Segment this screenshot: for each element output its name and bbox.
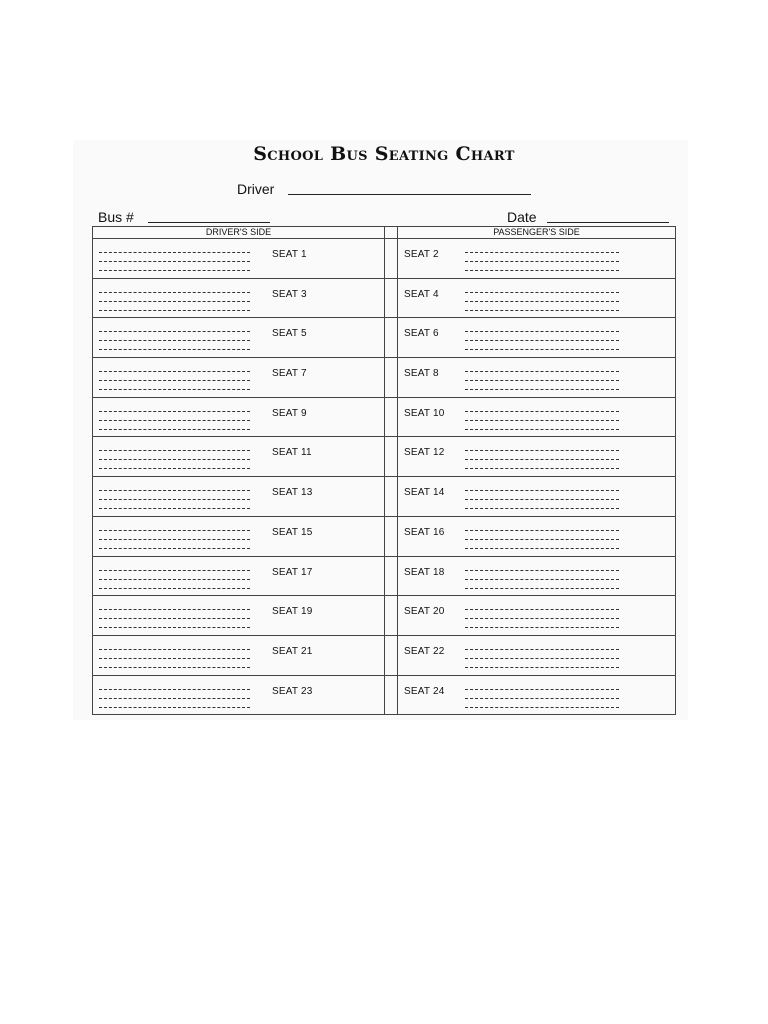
seat-row bbox=[93, 318, 676, 358]
name-line[interactable] bbox=[465, 499, 619, 500]
name-line[interactable] bbox=[465, 667, 619, 668]
name-line[interactable] bbox=[99, 609, 250, 610]
name-line[interactable] bbox=[465, 658, 619, 659]
name-line[interactable] bbox=[465, 292, 619, 293]
name-line[interactable] bbox=[465, 340, 619, 341]
name-line[interactable] bbox=[465, 548, 619, 549]
seat-label: SEAT 24 bbox=[404, 685, 445, 697]
seat-label: SEAT 20 bbox=[404, 606, 445, 618]
name-line[interactable] bbox=[99, 649, 250, 650]
aisle-cell bbox=[385, 516, 398, 556]
name-line[interactable] bbox=[465, 459, 619, 460]
name-line[interactable] bbox=[99, 252, 250, 253]
seat-label: SEAT 8 bbox=[404, 368, 439, 380]
name-line[interactable] bbox=[99, 707, 250, 708]
name-line[interactable] bbox=[465, 698, 619, 699]
name-line[interactable] bbox=[99, 270, 250, 271]
name-line[interactable] bbox=[99, 468, 250, 469]
name-line[interactable] bbox=[465, 389, 619, 390]
drivers-side-seat-cell bbox=[93, 437, 385, 477]
seat-label: SEAT 9 bbox=[272, 407, 307, 419]
name-line[interactable] bbox=[465, 539, 619, 540]
name-line[interactable] bbox=[465, 380, 619, 381]
seat-row bbox=[93, 437, 676, 477]
name-line[interactable] bbox=[99, 570, 250, 571]
seat-label: SEAT 17 bbox=[272, 566, 313, 578]
passengers-side-seat-cell bbox=[398, 437, 676, 477]
seat-label: SEAT 3 bbox=[272, 288, 307, 300]
seat-label: SEAT 12 bbox=[404, 447, 445, 459]
seat-label: SEAT 19 bbox=[272, 606, 313, 618]
name-line[interactable] bbox=[465, 468, 619, 469]
drivers-side-seat-cell bbox=[93, 477, 385, 517]
drivers-side-seat-cell bbox=[93, 318, 385, 358]
seating-table bbox=[92, 226, 676, 715]
name-line[interactable] bbox=[465, 649, 619, 650]
page-title: School Bus Seating Chart bbox=[253, 143, 515, 165]
name-line[interactable] bbox=[465, 301, 619, 302]
drivers-side-seat-cell bbox=[93, 516, 385, 556]
seat-row bbox=[93, 635, 676, 675]
name-line[interactable] bbox=[99, 459, 250, 460]
aisle-cell bbox=[385, 239, 398, 279]
seat-label: SEAT 5 bbox=[272, 328, 307, 340]
name-line[interactable] bbox=[99, 499, 250, 500]
aisle-header bbox=[385, 227, 398, 239]
seat-label: SEAT 13 bbox=[272, 487, 313, 499]
passengers-side-header: PASSENGER'S SIDE bbox=[398, 227, 676, 239]
name-line[interactable] bbox=[99, 389, 250, 390]
aisle-cell bbox=[385, 397, 398, 437]
name-line[interactable] bbox=[99, 658, 250, 659]
aisle-cell bbox=[385, 278, 398, 318]
name-line[interactable] bbox=[99, 429, 250, 430]
table-header-row bbox=[93, 227, 676, 239]
name-line[interactable] bbox=[99, 490, 250, 491]
seat-row bbox=[93, 516, 676, 556]
name-line[interactable] bbox=[465, 331, 619, 332]
seat-label: SEAT 10 bbox=[404, 407, 445, 419]
seat-label: SEAT 6 bbox=[404, 328, 439, 340]
bus-number-label: Bus # bbox=[98, 209, 134, 225]
name-line[interactable] bbox=[99, 349, 250, 350]
drivers-side-seat-cell bbox=[93, 596, 385, 636]
name-line[interactable] bbox=[465, 270, 619, 271]
name-line[interactable] bbox=[99, 340, 250, 341]
name-line[interactable] bbox=[99, 588, 250, 589]
driver-label: Driver bbox=[237, 181, 275, 197]
name-line[interactable] bbox=[465, 252, 619, 253]
seat-label: SEAT 14 bbox=[404, 487, 445, 499]
name-line[interactable] bbox=[465, 627, 619, 628]
name-line[interactable] bbox=[465, 310, 619, 311]
seat-row bbox=[93, 358, 676, 398]
name-line[interactable] bbox=[99, 380, 250, 381]
name-line[interactable] bbox=[99, 579, 250, 580]
name-line[interactable] bbox=[465, 707, 619, 708]
seat-label: SEAT 23 bbox=[272, 685, 313, 697]
passengers-side-seat-cell bbox=[398, 596, 676, 636]
seat-label: SEAT 15 bbox=[272, 526, 313, 538]
aisle-cell bbox=[385, 675, 398, 715]
name-line[interactable] bbox=[465, 411, 619, 412]
passengers-side-seat-cell bbox=[398, 516, 676, 556]
date-label: Date bbox=[507, 209, 537, 225]
drivers-side-seat-cell bbox=[93, 675, 385, 715]
passengers-side-seat-cell bbox=[398, 635, 676, 675]
driver-field[interactable] bbox=[288, 194, 531, 195]
name-line[interactable] bbox=[99, 539, 250, 540]
name-line[interactable] bbox=[99, 508, 250, 509]
name-line[interactable] bbox=[465, 530, 619, 531]
name-line[interactable] bbox=[99, 530, 250, 531]
seat-label: SEAT 7 bbox=[272, 368, 307, 380]
drivers-side-seat-cell bbox=[93, 556, 385, 596]
name-line[interactable] bbox=[99, 450, 250, 451]
seat-label: SEAT 22 bbox=[404, 645, 445, 657]
name-line[interactable] bbox=[465, 618, 619, 619]
seat-row bbox=[93, 278, 676, 318]
seat-row bbox=[93, 477, 676, 517]
name-line[interactable] bbox=[99, 411, 250, 412]
seat-row bbox=[93, 596, 676, 636]
name-line[interactable] bbox=[99, 420, 250, 421]
passengers-side-seat-cell bbox=[398, 278, 676, 318]
bus-number-field[interactable] bbox=[148, 222, 270, 223]
drivers-side-seat-cell bbox=[93, 239, 385, 279]
name-line[interactable] bbox=[465, 261, 619, 262]
seat-label: SEAT 16 bbox=[404, 526, 445, 538]
seat-label: SEAT 1 bbox=[272, 249, 307, 260]
seat-label: SEAT 11 bbox=[272, 447, 312, 459]
name-line[interactable] bbox=[465, 371, 619, 372]
name-line[interactable] bbox=[465, 450, 619, 451]
passengers-side-seat-cell bbox=[398, 477, 676, 517]
aisle-cell bbox=[385, 556, 398, 596]
passengers-side-seat-cell bbox=[398, 556, 676, 596]
drivers-side-seat-cell bbox=[93, 397, 385, 437]
seat-row bbox=[93, 675, 676, 715]
aisle-cell bbox=[385, 318, 398, 358]
name-line[interactable] bbox=[465, 490, 619, 491]
passengers-side-seat-cell bbox=[398, 358, 676, 398]
name-line[interactable] bbox=[99, 310, 250, 311]
name-line[interactable] bbox=[465, 349, 619, 350]
name-line[interactable] bbox=[465, 508, 619, 509]
seat-row bbox=[93, 556, 676, 596]
name-line[interactable] bbox=[465, 689, 619, 690]
name-line[interactable] bbox=[99, 667, 250, 668]
aisle-cell bbox=[385, 358, 398, 398]
name-line[interactable] bbox=[99, 261, 250, 262]
drivers-side-seat-cell bbox=[93, 278, 385, 318]
name-line[interactable] bbox=[99, 292, 250, 293]
passengers-side-seat-cell bbox=[398, 397, 676, 437]
passengers-side-seat-cell bbox=[398, 239, 676, 279]
seat-label: SEAT 21 bbox=[272, 645, 313, 657]
name-line[interactable] bbox=[465, 420, 619, 421]
name-line[interactable] bbox=[99, 689, 250, 690]
seat-row bbox=[93, 239, 676, 279]
aisle-cell bbox=[385, 596, 398, 636]
name-line[interactable] bbox=[99, 618, 250, 619]
drivers-side-header: DRIVER'S SIDE bbox=[93, 227, 385, 239]
seat-row bbox=[93, 397, 676, 437]
name-line[interactable] bbox=[465, 609, 619, 610]
passengers-side-seat-cell bbox=[398, 318, 676, 358]
name-line[interactable] bbox=[99, 548, 250, 549]
name-line[interactable] bbox=[99, 698, 250, 699]
name-line[interactable] bbox=[99, 627, 250, 628]
aisle-cell bbox=[385, 437, 398, 477]
name-line[interactable] bbox=[465, 429, 619, 430]
seat-label: SEAT 2 bbox=[404, 249, 439, 260]
drivers-side-seat-cell bbox=[93, 358, 385, 398]
seat-label: SEAT 4 bbox=[404, 288, 439, 300]
name-line[interactable] bbox=[99, 331, 250, 332]
date-field[interactable] bbox=[547, 222, 669, 223]
name-line[interactable] bbox=[465, 588, 619, 589]
name-line[interactable] bbox=[99, 301, 250, 302]
passengers-side-seat-cell bbox=[398, 675, 676, 715]
name-line[interactable] bbox=[465, 570, 619, 571]
aisle-cell bbox=[385, 477, 398, 517]
name-line[interactable] bbox=[99, 371, 250, 372]
aisle-cell bbox=[385, 635, 398, 675]
seat-label: SEAT 18 bbox=[404, 566, 445, 578]
drivers-side-seat-cell bbox=[93, 635, 385, 675]
name-line[interactable] bbox=[465, 579, 619, 580]
